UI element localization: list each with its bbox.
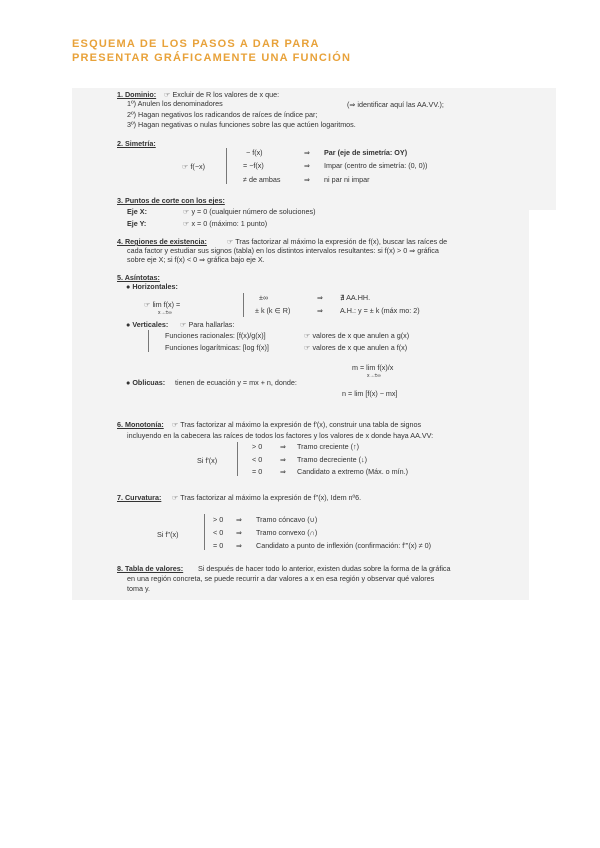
simetria-r1b: ⇒	[304, 148, 311, 157]
horizontales-r1c: ∄ AA.HH.	[340, 293, 371, 302]
regiones-label: 4. Regiones de existencia:	[117, 237, 207, 246]
verticales-r2b: ☞ valores de x que anulen a f(x)	[304, 343, 408, 352]
cortes-y-text: ☞ x = 0 (máximo: 1 punto)	[183, 219, 268, 228]
curvatura-r3c: Candidato a punto de inflexión (confirmación: f'''(x) ≠ 0)	[256, 541, 432, 550]
valores-label: 8. Tabla de valores:	[117, 564, 184, 573]
monotonia-label: 6. Monotonía:	[117, 420, 164, 429]
verticales-label: ● Verticales:	[126, 320, 169, 329]
verticales-text: ☞ Para hallarlas:	[180, 320, 235, 329]
verticales-r2a: Funciones logarítmicas: [log f(x)]	[165, 343, 269, 352]
dominio-item-3: 3º) Hagan negativas o nulas funciones sobre las que actúen logaritmos.	[127, 120, 356, 129]
oblicua-m-formula: m = lim f(x)/x	[352, 363, 394, 372]
simetria-r2c: Impar (centro de simetría: (0, 0))	[324, 161, 428, 170]
horizontales-lim: ☞ lim f(x) =	[144, 300, 181, 309]
dominio-text: ☞ Excluir de R los valores de x que:	[164, 90, 280, 99]
regiones-line-3: sobre eje X; si f(x) < 0 ⇒ gráfica bajo eje X.	[127, 255, 265, 264]
monotonia-r2a: < 0	[252, 455, 263, 464]
monotonia-line-2: incluyendo en la cabecera las raíces de todos los factores y los valores de x donde haya AA.VV:	[127, 431, 434, 440]
monotonia-r3b: ⇒	[280, 467, 287, 476]
horizontales-lim-sub: x→±∞	[158, 310, 172, 316]
curvatura-r3a: = 0	[213, 541, 224, 550]
dominio-item-1-note: (⇒ identificar aquí las AA.VV.);	[347, 100, 444, 109]
horizontales-r1b: ⇒	[317, 293, 324, 302]
dominio-label: 1. Dominio:	[117, 90, 157, 99]
curvatura-brace	[204, 514, 205, 550]
curvatura-r1b: ⇒	[236, 515, 243, 524]
monotonia-r2c: Tramo decreciente (↓)	[297, 455, 368, 464]
curvatura-si: Si f''(x)	[157, 530, 179, 539]
curvatura-r1a: > 0	[213, 515, 224, 524]
cortes-x-text: ☞ y = 0 (cualquier número de soluciones)	[183, 207, 316, 216]
cortes-label: 3. Puntos de corte con los ejes:	[117, 196, 225, 205]
asintotas-label: 5. Asíntotas:	[117, 273, 160, 282]
title-line-2: PRESENTAR GRÁFICAMENTE UNA FUNCIÓN	[72, 52, 352, 64]
simetria-r3a: ≠ de ambas	[243, 175, 281, 184]
curvatura-r1c: Tramo cóncavo (∪)	[256, 515, 318, 524]
simetria-brace	[226, 148, 227, 184]
horizontales-r1a: ±∞	[259, 293, 269, 302]
horizontales-label: ● Horizontales:	[126, 282, 178, 291]
simetria-r1a: − f(x)	[246, 148, 263, 157]
monotonia-brace	[237, 442, 238, 476]
simetria-fx: ☞ f(−x)	[182, 162, 206, 171]
simetria-r2b: ⇒	[304, 161, 311, 170]
oblicuas-label: ● Oblicuas:	[126, 378, 166, 387]
monotonia-si: Si f'(x)	[197, 456, 218, 465]
simetria-r2a: = −f(x)	[243, 161, 264, 170]
curvatura-r2a: < 0	[213, 528, 224, 537]
monotonia-r1c: Tramo creciente (↑)	[297, 442, 360, 451]
curvatura-r2b: ⇒	[236, 528, 243, 537]
title-line-1: ESQUEMA DE LOS PASOS A DAR PARA	[72, 38, 320, 50]
oblicuas-text: tienen de ecuación y = mx + n, donde:	[175, 378, 297, 387]
regiones-line-1: ☞ Tras factorizar al máximo la expresión de f(x), buscar las raíces de	[227, 237, 448, 246]
curvatura-text: ☞ Tras factorizar al máximo la expresión de f''(x), Idem nº6.	[172, 493, 362, 502]
horizontales-r2a: ± k (k ∈ R)	[255, 306, 291, 315]
simetria-r3b: ⇒	[304, 175, 311, 184]
verticales-brace	[148, 330, 149, 352]
monotonia-r1b: ⇒	[280, 442, 287, 451]
dominio-item-1: 1º) Anulen los denominadores	[127, 99, 223, 108]
valores-line-2: en una región concreta, se puede recurrir a dar valores a x en esa región y observar qué valores	[127, 574, 435, 583]
simetria-r1c: Par (eje de simetría: OY)	[324, 148, 408, 157]
verticales-r1a: Funciones racionales: [f(x)/g(x)]	[165, 331, 266, 340]
monotonia-r3c: Candidato a extremo (Máx. o mín.)	[297, 467, 409, 476]
dominio-item-2: 2º) Hagan negativos los radicandos de raíces de índice par;	[127, 110, 318, 119]
curvatura-label: 7. Curvatura:	[117, 493, 162, 502]
monotonia-line-1: ☞ Tras factorizar al máximo la expresión de f'(x), construir una tabla de signos	[172, 420, 422, 429]
oblicua-n-formula: n = lim [f(x) − mx]	[342, 389, 398, 398]
monotonia-r2b: ⇒	[280, 455, 287, 464]
valores-line-1: Si después de hacer todo lo anterior, existen dudas sobre la forma de la gráfica	[198, 564, 451, 573]
curvatura-r3b: ⇒	[236, 541, 243, 550]
oblicua-m-sub: x→±∞	[367, 373, 381, 379]
monotonia-r1a: > 0	[252, 442, 263, 451]
curvatura-r2c: Tramo convexo (∩)	[256, 528, 318, 537]
horizontales-r2c: A.H.: y = ± k (máx mo: 2)	[340, 306, 420, 315]
monotonia-r3a: = 0	[252, 467, 263, 476]
horizontales-r2b: ⇒	[317, 306, 324, 315]
valores-line-3: toma y.	[127, 584, 151, 593]
simetria-r3c: ni par ni impar	[324, 175, 370, 184]
horizontales-brace	[243, 293, 244, 317]
simetria-label: 2. Simetría:	[117, 139, 156, 148]
verticales-r1b: ☞ valores de x que anulen a g(x)	[304, 331, 410, 340]
cortes-x-label: Eje X:	[127, 207, 147, 216]
regiones-line-2: cada factor y estudiar sus signos (tabla) en los distintos intervalos resultantes: si f(x) > 0 ⇒ gráfica	[127, 246, 439, 255]
side-strip	[529, 88, 556, 210]
cortes-y-label: Eje Y:	[127, 219, 147, 228]
